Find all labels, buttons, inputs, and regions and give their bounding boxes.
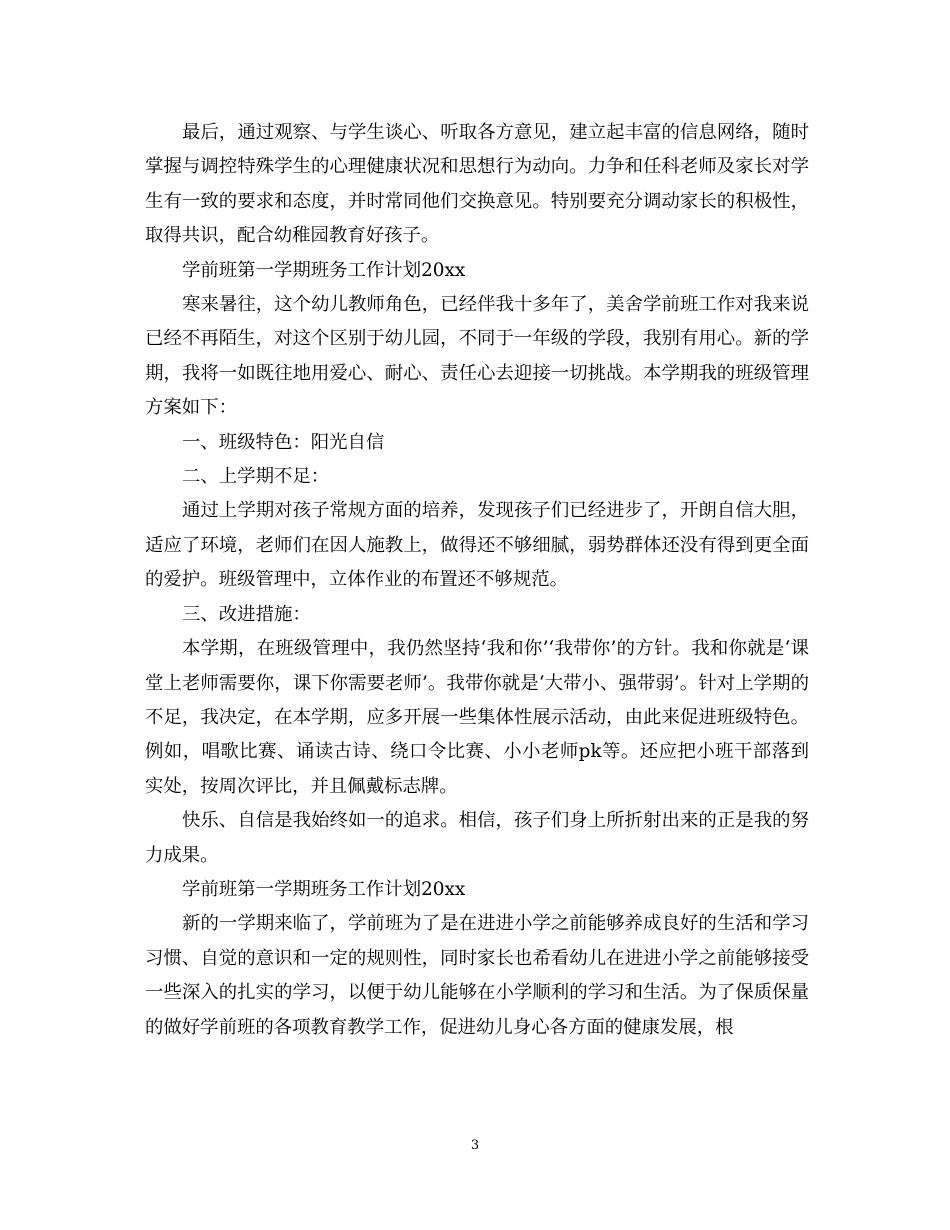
paragraph-shortcomings: 通过上学期对孩子常规方面的培养，发现孩子们已经进步了，开朗自信大胆，适应了环境，老师们在因人施教上，做得还不够细腻，弱势群体还没有得到更全面的爱护。班级管理中，立体作业的布置还不够规范。 [145,500,809,591]
section-heading: 学前班第一学期班务工作计划20xx [182,259,466,281]
subheading-shortcomings: 二、上学期不足： [182,466,330,488]
paragraph-new-semester: 新的一学期来临了，学前班为了是在进进小学之前能够养成良好的生活和学习习惯、自觉的意识和一定的规则性，同时家长也希看幼儿在进进小学之前能够接受一些深入的扎实的学习，以便于幼儿能够在小学顺利的学习和生活。为了保质保量的做好学前班的各项教育教学工作，促进幼儿身心各方面的健康发展，根 [145,913,809,1038]
document-body [145,116,809,1045]
subheading-improvements: 三、改进措施： [182,603,311,625]
paragraph-intro: 寒来暑往，这个幼儿教师角色，已经伴我十多年了，美舍学前班工作对我来说已经不再陌生，对这个区别于幼儿园，不同于一年级的学段，我别有用心。新的学期，我将一如既往地用爱心、耐心、责任心去迎接一切挑战。本学期我的班级管理方案如下： [145,294,809,419]
paragraph-pursuit: 快乐、自信是我始终如一的追求。相信，孩子们身上所折射出来的正是我的努力成果。 [145,810,809,866]
subheading-class-feature: 一、班级特色：阳光自信 [182,431,385,453]
paragraph-improvements: 本学期，在班级管理中，我仍然坚持‘我和你’‘我带你’的方针。我和你就是‘课堂上老师需要你，课下你需要老师’。我带你就是‘大带小、强带弱’。针对上学期的不足，我决定，在本学期，应多开展一些集体性展示活动，由此来促进班级特色。例如，唱歌比赛、诵读古诗、绕口令比赛、小小老师pk等。还应把小班干部落到实处，按周次评比，并且佩戴标志牌。 [145,638,809,797]
page-number: 3 [470,1138,480,1153]
paragraph-closing-summary: 最后，通过观察、与学生谈心、听取各方意见，建立起丰富的信息网络，随时掌握与调控特殊学生的心理健康状况和思想行为动向。力争和任科老师及家长对学生有一致的要求和态度，并时常同他们交换意见。特别要充分调动家长的积极性，取得共识，配合幼稚园教育好孩子。 [145,122,809,247]
section-heading: 学前班第一学期班务工作计划20xx [182,878,466,900]
